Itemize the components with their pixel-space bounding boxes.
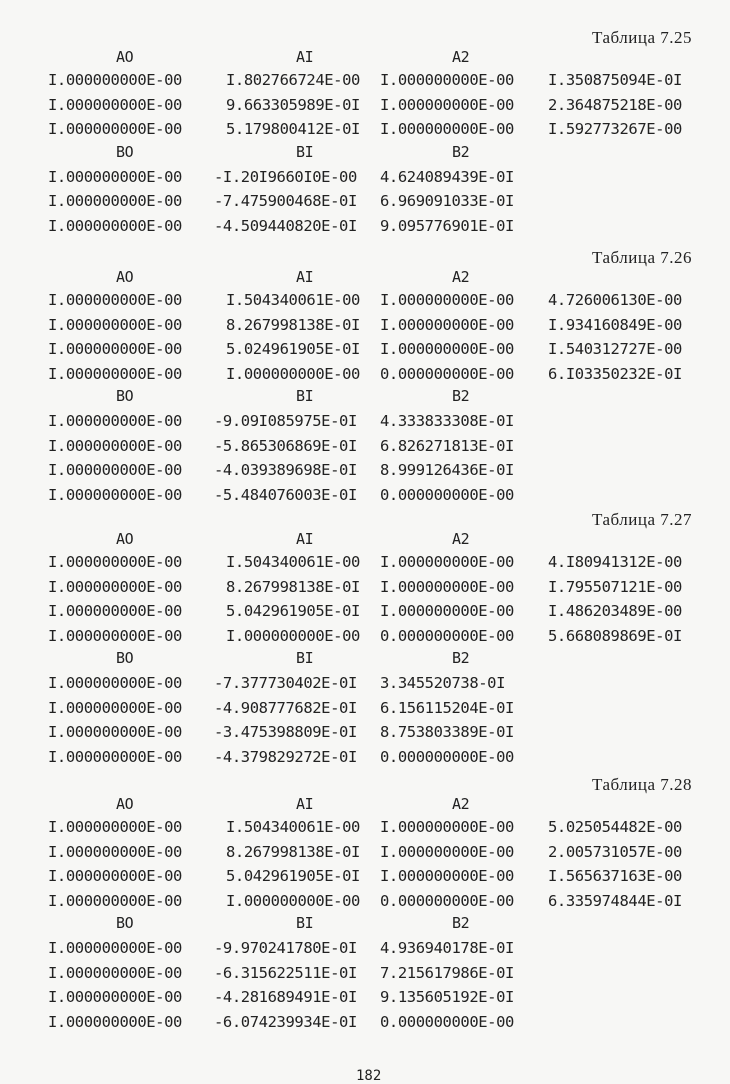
table-cell: -I.20I9660I0E-00 <box>214 167 357 186</box>
column-header: BI <box>296 142 314 161</box>
table-cell: I.000000000E-00 <box>380 340 514 358</box>
table-cell: I.592773267E-00 <box>548 120 682 138</box>
column-header: AI <box>296 48 314 66</box>
table-cell: 7.215617986E-0I <box>380 963 514 982</box>
table-cell: 4.936940178E-0I <box>380 939 514 957</box>
table-cell: I.000000000E-00 <box>48 291 182 309</box>
table-cell: 0.000000000E-00 <box>380 364 514 383</box>
table-cell: 8.267998138E-0I <box>226 842 360 861</box>
table-title: Таблица 7.28 <box>592 775 692 794</box>
column-header: A2 <box>452 795 470 813</box>
table-cell: 5.042961905E-0I <box>226 867 360 885</box>
table-cell: I.000000000E-00 <box>48 674 182 692</box>
table-cell: I.802766724E-00 <box>226 71 360 89</box>
table-cell: -4.039389698E-0I <box>214 461 357 479</box>
table-cell: 8.999126436E-0I <box>380 461 514 479</box>
column-header: AO <box>116 268 134 286</box>
table-cell: -5.484076003E-0I <box>214 485 357 504</box>
table-cell: 6.I03350232E-0I <box>548 364 682 383</box>
table-cell: I.000000000E-00 <box>48 485 182 504</box>
table-cell: 4.333833308E-0I <box>380 412 514 430</box>
table-cell: I.000000000E-00 <box>48 842 182 861</box>
table-cell: I.000000000E-00 <box>226 891 360 910</box>
table-cell: I.000000000E-00 <box>380 120 514 138</box>
table-cell: I.565637163E-00 <box>548 867 682 885</box>
table-cell: 5.025054482E-00 <box>548 818 682 836</box>
table-cell: I.000000000E-00 <box>380 867 514 885</box>
table-cell: I.000000000E-00 <box>48 315 182 334</box>
column-header: B2 <box>452 387 470 405</box>
column-header: AI <box>296 795 314 813</box>
table-cell: I.000000000E-00 <box>226 626 360 645</box>
table-cell: I.000000000E-00 <box>48 723 182 741</box>
table-cell: 0.000000000E-00 <box>380 747 514 766</box>
table-cell: I.000000000E-00 <box>48 192 182 210</box>
column-header: BO <box>116 387 134 405</box>
table-cell: I.000000000E-00 <box>48 167 182 186</box>
table-cell: -7.475900468E-0I <box>214 192 357 210</box>
table-cell: I.000000000E-00 <box>48 577 182 596</box>
column-header: BO <box>116 649 134 667</box>
column-header: BI <box>296 914 314 932</box>
table-cell: 5.042961905E-0I <box>226 602 360 620</box>
table-cell: I.000000000E-00 <box>380 291 514 309</box>
table-cell: 0.000000000E-00 <box>380 485 514 504</box>
table-cell: 3.345520738-0I <box>380 674 506 692</box>
table-cell: 0.000000000E-00 <box>380 1012 514 1031</box>
table-cell: 5.668089869E-0I <box>548 626 682 645</box>
table-cell: I.000000000E-00 <box>48 1012 182 1031</box>
table-cell: I.486203489E-00 <box>548 602 682 620</box>
table-cell: 4.I80941312E-00 <box>548 553 682 571</box>
table-cell: I.000000000E-00 <box>48 867 182 885</box>
table-cell: 6.335974844E-0I <box>548 891 682 910</box>
column-header: B2 <box>452 649 470 667</box>
table-cell: -3.475398809E-0I <box>214 723 357 741</box>
table-cell: 4.624089439E-0I <box>380 167 514 186</box>
table-cell: 0.000000000E-00 <box>380 626 514 645</box>
table-cell: 5.179800412E-0I <box>226 120 360 138</box>
table-cell: I.000000000E-00 <box>48 747 182 766</box>
column-header: BI <box>296 649 314 667</box>
column-header: AO <box>116 530 134 548</box>
table-title: Таблица 7.25 <box>592 28 692 47</box>
table-cell: I.000000000E-00 <box>48 626 182 645</box>
column-header: BO <box>116 142 134 161</box>
column-header: A2 <box>452 268 470 286</box>
column-header: AO <box>116 795 134 813</box>
table-cell: -4.281689491E-0I <box>214 988 357 1006</box>
table-cell: -4.509440820E-0I <box>214 216 357 235</box>
table-cell: 0.000000000E-00 <box>380 891 514 910</box>
table-cell: I.000000000E-00 <box>48 216 182 235</box>
table-cell: I.000000000E-00 <box>380 577 514 596</box>
table-cell: I.000000000E-00 <box>48 818 182 836</box>
table-cell: 9.663305989E-0I <box>226 95 360 114</box>
table-cell: 6.826271813E-0I <box>380 436 514 455</box>
table-cell: I.504340061E-00 <box>226 553 360 571</box>
table-cell: I.000000000E-00 <box>48 95 182 114</box>
table-cell: I.000000000E-00 <box>48 461 182 479</box>
table-cell: I.000000000E-00 <box>226 364 360 383</box>
table-cell: I.000000000E-00 <box>48 963 182 982</box>
table-cell: 2.364875218E-00 <box>548 95 682 114</box>
column-header: AI <box>296 268 314 286</box>
column-header: A2 <box>452 530 470 548</box>
table-cell: -4.379829272E-0I <box>214 747 357 766</box>
column-header: B2 <box>452 914 470 932</box>
table-cell: I.000000000E-00 <box>48 71 182 89</box>
table-cell: I.350875094E-0I <box>548 71 682 89</box>
page-number: 182 <box>356 1068 382 1084</box>
column-header: BO <box>116 914 134 932</box>
table-cell: I.000000000E-00 <box>380 553 514 571</box>
table-cell: -9.970241780E-0I <box>214 939 357 957</box>
column-header: A2 <box>452 48 470 66</box>
table-cell: I.000000000E-00 <box>48 553 182 571</box>
table-cell: 4.726006130E-00 <box>548 291 682 309</box>
table-cell: I.504340061E-00 <box>226 291 360 309</box>
table-cell: -6.315622511E-0I <box>214 963 357 982</box>
table-cell: I.000000000E-00 <box>48 436 182 455</box>
table-cell: I.000000000E-00 <box>380 95 514 114</box>
table-cell: 2.005731057E-00 <box>548 842 682 861</box>
table-cell: I.000000000E-00 <box>48 939 182 957</box>
table-cell: 8.267998138E-0I <box>226 315 360 334</box>
table-title: Таблица 7.27 <box>592 510 692 529</box>
table-cell: I.000000000E-00 <box>48 698 182 717</box>
table-cell: I.000000000E-00 <box>48 120 182 138</box>
table-cell: I.000000000E-00 <box>380 602 514 620</box>
table-cell: I.504340061E-00 <box>226 818 360 836</box>
table-cell: I.000000000E-00 <box>48 602 182 620</box>
table-cell: I.000000000E-00 <box>380 842 514 861</box>
table-cell: I.000000000E-00 <box>48 891 182 910</box>
table-cell: 8.267998138E-0I <box>226 577 360 596</box>
table-cell: I.540312727E-00 <box>548 340 682 358</box>
table-cell: 5.024961905E-0I <box>226 340 360 358</box>
column-header: AO <box>116 48 134 66</box>
table-cell: -5.865306869E-0I <box>214 436 357 455</box>
table-title: Таблица 7.26 <box>592 248 692 267</box>
table-cell: I.000000000E-00 <box>48 364 182 383</box>
table-cell: I.000000000E-00 <box>380 818 514 836</box>
table-cell: 9.095776901E-0I <box>380 216 514 235</box>
table-cell: 6.156115204E-0I <box>380 698 514 717</box>
table-cell: 9.135605192E-0I <box>380 988 514 1006</box>
table-cell: -9.09I085975E-0I <box>214 412 357 430</box>
column-header: AI <box>296 530 314 548</box>
table-cell: I.000000000E-00 <box>48 340 182 358</box>
table-cell: I.000000000E-00 <box>48 988 182 1006</box>
column-header: B2 <box>452 142 470 161</box>
table-cell: I.795507121E-00 <box>548 577 682 596</box>
table-cell: 6.969091033E-0I <box>380 192 514 210</box>
table-cell: I.000000000E-00 <box>380 315 514 334</box>
table-cell: -4.908777682E-0I <box>214 698 357 717</box>
table-cell: I.934160849E-00 <box>548 315 682 334</box>
column-header: BI <box>296 387 314 405</box>
table-cell: I.000000000E-00 <box>48 412 182 430</box>
table-cell: I.000000000E-00 <box>380 71 514 89</box>
table-cell: -6.074239934E-0I <box>214 1012 357 1031</box>
table-cell: 8.753803389E-0I <box>380 723 514 741</box>
table-cell: -7.377730402E-0I <box>214 674 357 692</box>
